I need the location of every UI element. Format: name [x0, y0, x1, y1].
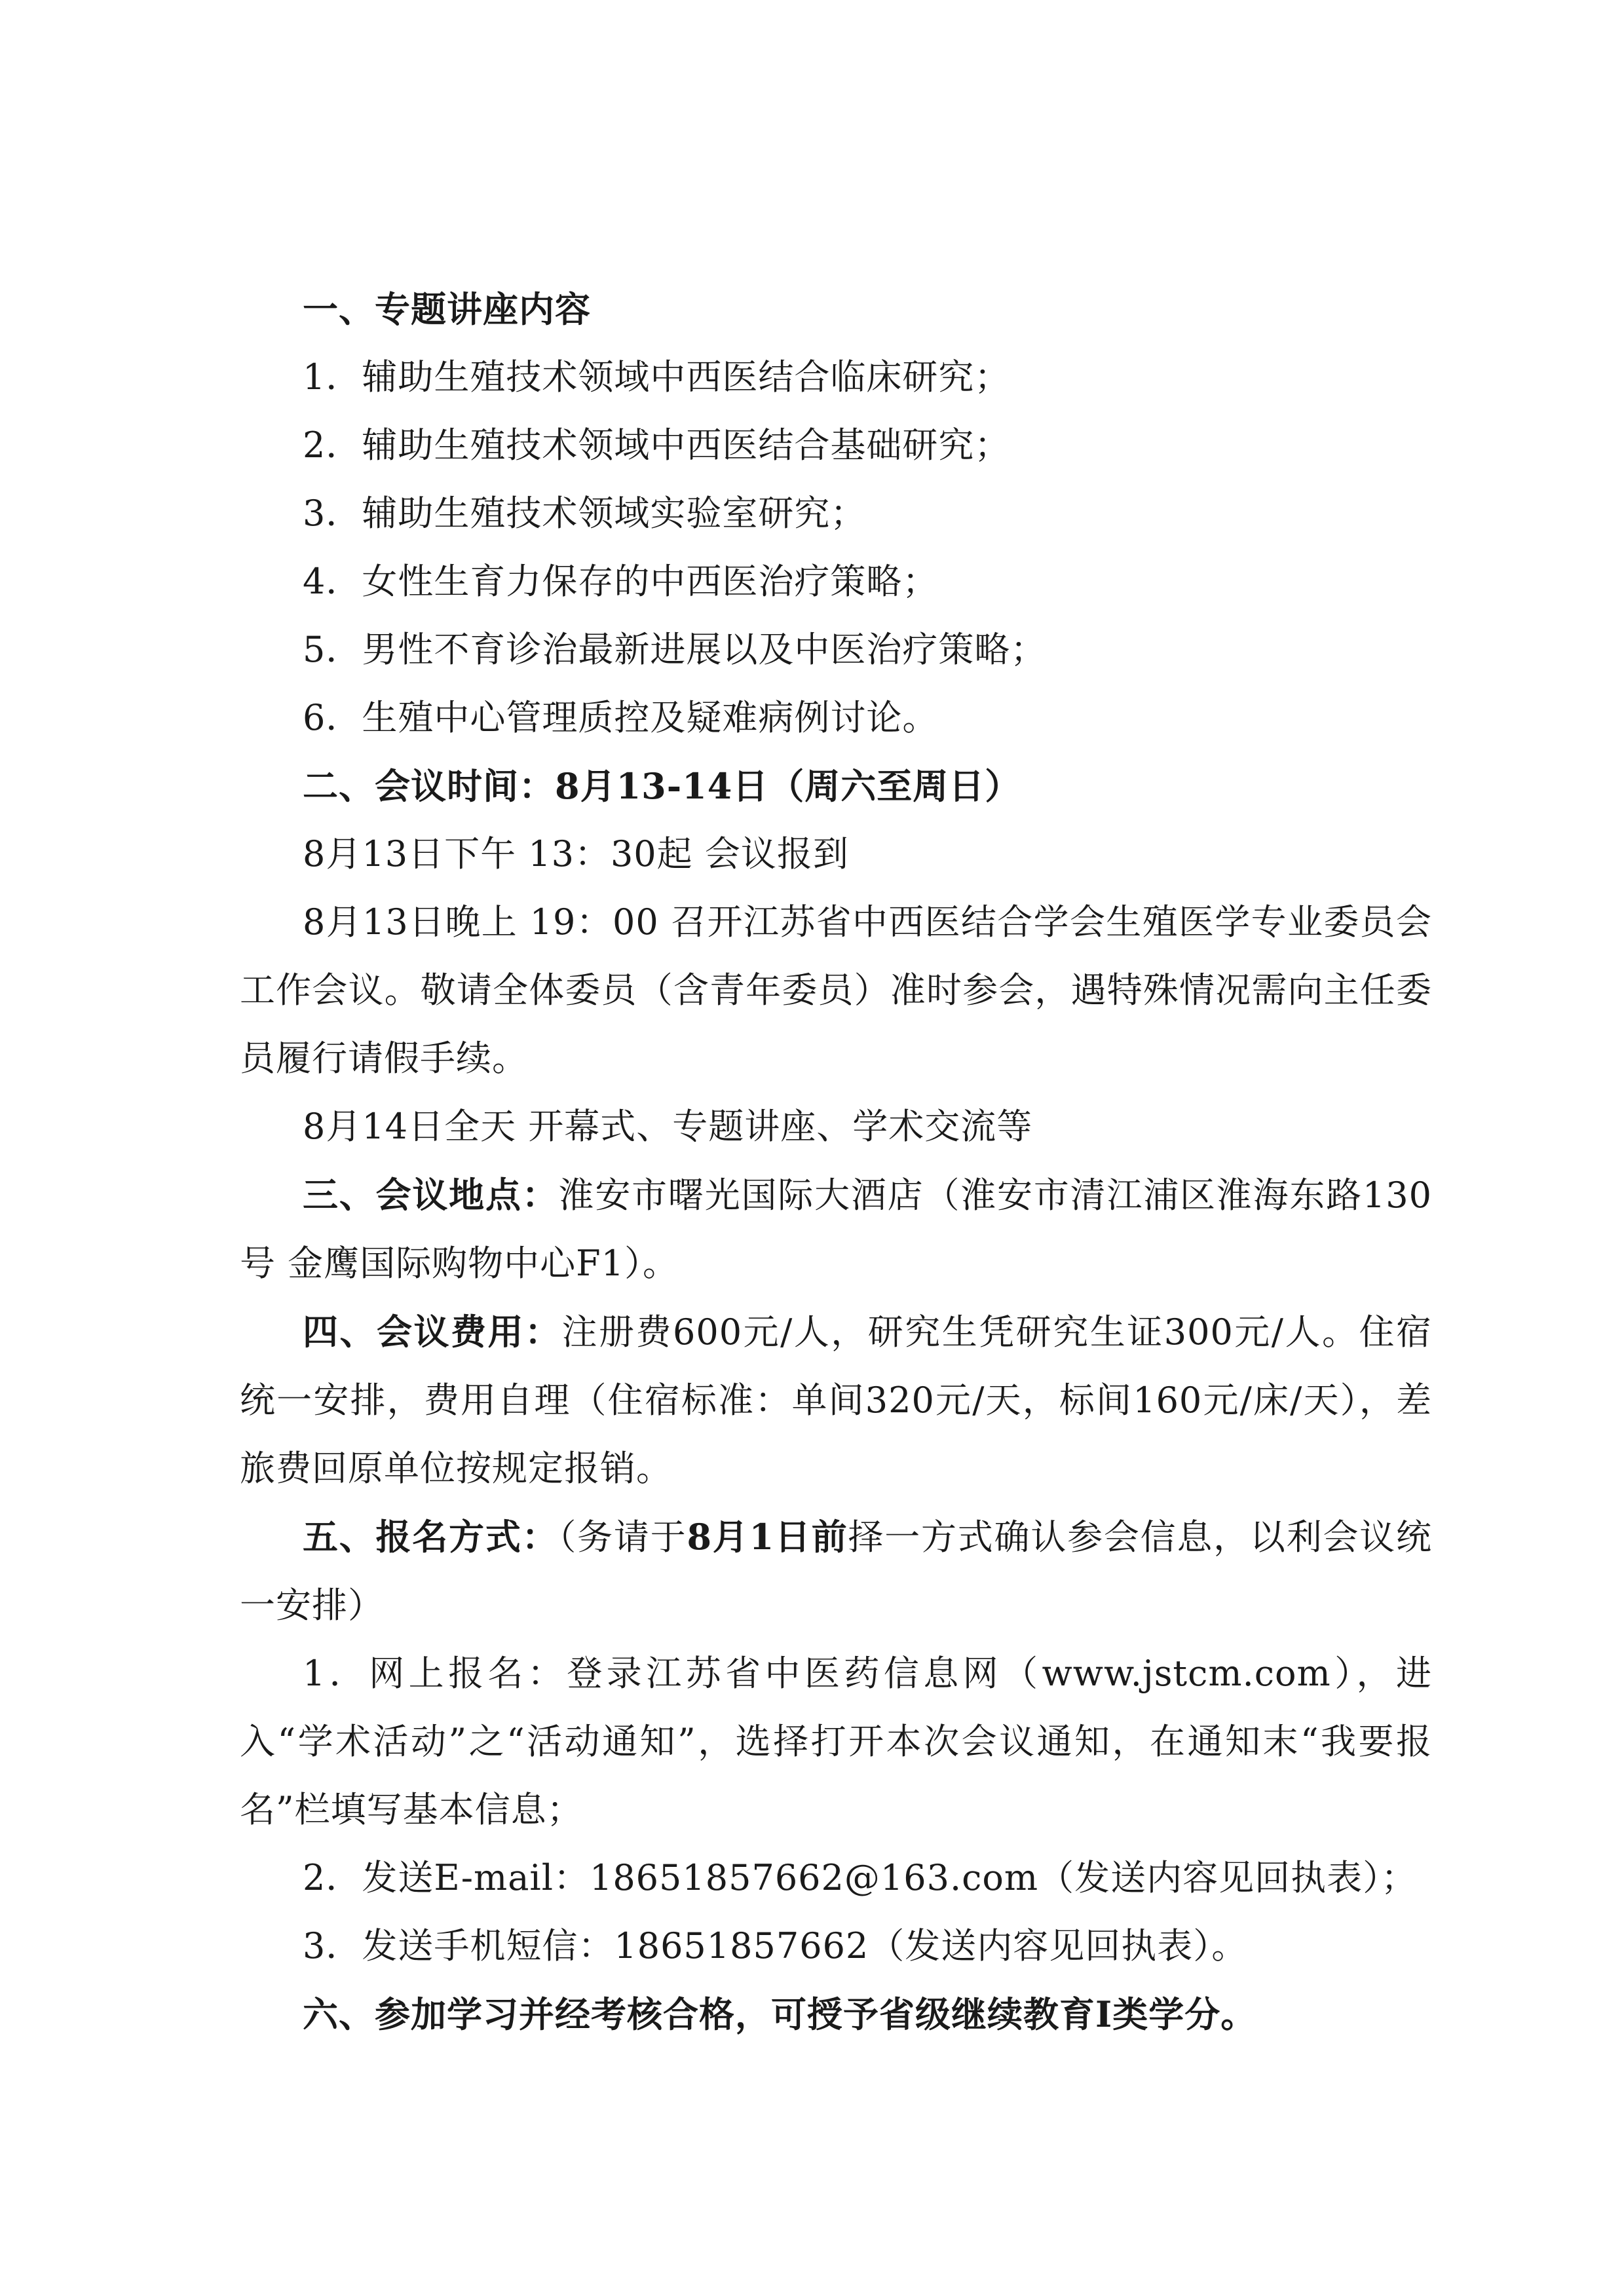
registration-method-online: 1．网上报名：登录江苏省中医药信息网（www.jstcm.com），进入“学术活动”之“活动通知”，选择打开本次会议通知，在通知末“我要报名”栏填写基本信息；	[240, 1653, 1432, 1830]
registration-deadline: 8月1日前	[687, 1516, 848, 1558]
document-body	[240, 275, 1432, 2048]
lecture-topic-1: 1．辅助生殖技术领域中西医结合临床研究；	[303, 356, 1011, 398]
registration-label: 五、报名方式：	[303, 1516, 559, 1558]
lecture-topic-2: 2．辅助生殖技术领域中西医结合基础研究；	[303, 424, 1011, 466]
registration-method-sms: 3．发送手机短信：18651857662（发送内容见回执表）。	[303, 1925, 1248, 1966]
lecture-topic-3: 3．辅助生殖技术领域实验室研究；	[303, 493, 867, 534]
registration-note-b: 择一方式确认参会信息，以利会议统一安排）	[240, 1516, 1433, 1626]
fees-label: 四、会议费用：	[303, 1311, 562, 1353]
section-4-fees	[240, 1298, 1432, 1503]
venue-label: 三、会议地点：	[303, 1174, 559, 1216]
section-3-venue	[240, 1161, 1432, 1298]
section-5-registration	[240, 1503, 1432, 1640]
schedule-committee-meeting: 8月13日晚上 19：00 召开江苏省中西医结合学会生殖医学专业委员会工作会议。敬请全体委员（含青年委员）准时参会，遇特殊情况需向主任委员履行请假手续。	[240, 901, 1432, 1079]
lecture-topic-4: 4．女性生育力保存的中西医治疗策略；	[303, 561, 939, 602]
venue-text: 淮安市曙光国际大酒店（淮安市清江浦区淮海东路130号 金鹰国际购物中心F1）。	[240, 1175, 1433, 1284]
schedule-registration: 8月13日下午 13：30起 会议报到	[303, 833, 849, 874]
section-1-heading: 一、专题讲座内容	[303, 288, 591, 330]
fees-text: 注册费600元/人，研究生凭研究生证300元/人。住宿统一安排，费用自理（住宿标准：单间320元/天，标间160元/床/天），差旅费回原单位按规定报销。	[240, 1311, 1433, 1489]
section-2-heading: 二、会议时间：8月13-14日（周六至周日）	[303, 765, 1021, 807]
registration-note-a: （务请于	[558, 1516, 687, 1558]
lecture-topic-5: 5．男性不育诊治最新进展以及中医治疗策略；	[303, 629, 1047, 670]
schedule-main-day: 8月14日全天 开幕式、专题讲座、学术交流等	[303, 1106, 1033, 1147]
lecture-topic-6: 6．生殖中心管理质控及疑难病例讨论。	[303, 697, 939, 738]
section-6-credits: 六、参加学习并经考核合格，可授予省级继续教育Ⅰ类学分。	[303, 1993, 1257, 2035]
registration-method-email: 2．发送E-mail：18651857662@163.com（发送内容见回执表）；	[303, 1857, 1418, 1898]
